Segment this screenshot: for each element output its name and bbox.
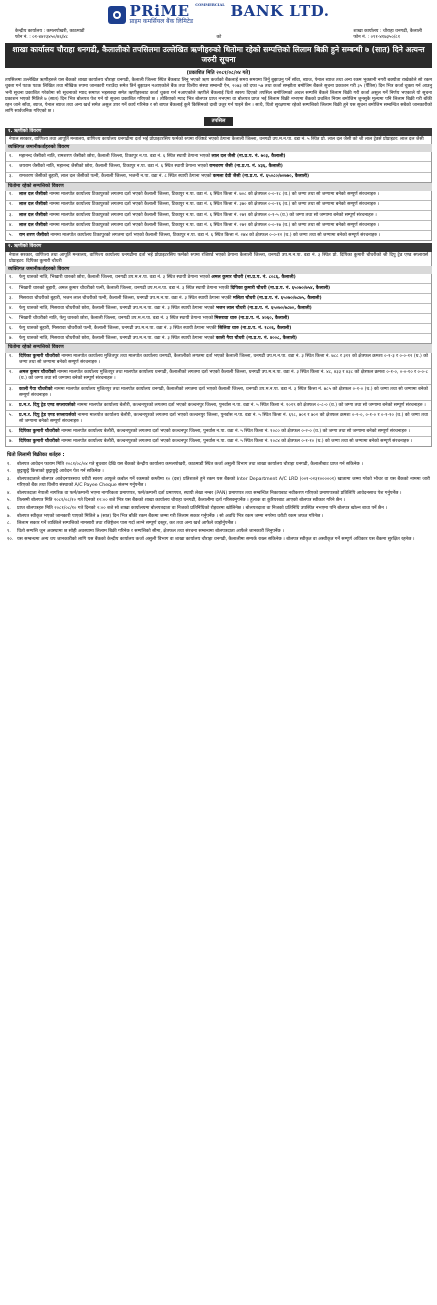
item-desc: फेगु थारुको नाति, मिसरावा चौधरीको छोरा, कैलाली जिल्ला, धनगढी उप.म.न.पा. वडा नं. ३ स्थित स्थायी ठेगाना भएको <box>19 305 216 311</box>
item-desc: नाममा मालपोत कार्यालय मुजितपुर तथा मालपोत कार्यालय धनगढी, कैलालीको लगतमा दर्ता भएको कैलाली जिल्ला, धनगढी उप.म.न.पा. वडा नं. ३ स्थित कित्ता नं. ७८८ र ३११ को क्षेत्रफल क्रमशः ०-१-३ र ०-०-१२ (ध.) को जग्गा तथा सो जग्गामा बनेको सम्पूर्ण संरचनाहरु । <box>19 354 428 366</box>
owner-name: राम शरण जैसीको <box>19 232 51 238</box>
item-text <box>19 174 428 180</box>
item-desc: फेगु थारुको नाति, मिसरावा चौधरीको छोरा, कैलाली जिल्ला, धनगढी उप.म.न.पा. वडा नं. ३ स्थित स्थायी ठेगाना भएको <box>19 335 216 341</box>
guarantor-heading: व्यक्तिगत जमानीकर्ताहरुको विवरण <box>5 144 432 152</box>
item-text <box>19 192 428 198</box>
item-number: ६. <box>9 325 13 331</box>
item-text <box>19 336 428 342</box>
collateral-item <box>6 191 431 201</box>
item-number: २. <box>9 202 13 208</box>
guarantor-list <box>5 274 432 344</box>
item-desc: नाममा मालपोत कार्यालय टिकापुरको लगतमा दर्ता भएको कैलाली जिल्ला, टिकापुर न.पा. वडा नं. ६ स्थित कित्ता नं. २७४ को क्षेत्रफल ०-०-१२ (ध.) को जग्गा तथा सो जग्गामा बनेको सम्पूर्ण संरचनाहरु । <box>50 232 381 238</box>
item-number: २. <box>9 370 13 376</box>
collateral-item <box>6 231 431 240</box>
address-connector: को <box>216 35 222 41</box>
term-text: प्राप्त बोलपत्रहरु मिति २०८१/०८/१० गते दिनको २:०० बजे सो शाखा कार्यालयमा बोलपत्रदाता वा निजको प्रतिनिधिको रोहवरमा खोलिनेछ । बोलपत्रदाता वा निजको प्रतिनिधि उपस्थित नभएमा पनि बोलपत्र खोल्न बाधा पर्ने छैन । <box>17 505 388 511</box>
term-number: ८. <box>7 521 11 527</box>
term-number: ७. <box>7 513 11 519</box>
office-addresses <box>15 29 422 41</box>
guarantor-item <box>6 152 431 162</box>
terms-list <box>5 462 432 543</box>
item-text <box>19 223 428 229</box>
guarantor-item <box>6 274 431 284</box>
bank-header <box>5 3 432 27</box>
item-text <box>19 286 428 292</box>
guarantor-item <box>6 334 431 343</box>
item-number: १. <box>9 153 13 159</box>
item-text <box>19 233 428 239</box>
guarantor-name: कमला देवी जैसी (ना.प्र.प. नं. ६५०८०/७०७७०, कैलाली) <box>212 174 310 179</box>
item-desc: नाममा मालपोत कार्यालय टिकापुरको लगतमा दर्ता भएको कैलाली जिल्ला, टिकापुर न.पा. वडा नं. ६ स्थित कित्ता नं. २७१ को क्षेत्रफल ०-१-५ (ध.) को जग्गा तथा सो जग्गामा बनेको सम्पूर्ण संरचनाहरु । <box>49 212 377 218</box>
term-item <box>7 477 430 489</box>
collateral-item <box>6 369 431 385</box>
item-text <box>19 164 428 170</box>
term-item <box>7 469 430 475</box>
collateral-list <box>5 191 432 241</box>
collateral-heading: धितोमा रहेको सम्पत्तिको विवरण <box>5 344 432 352</box>
item-desc: फेगु थारुको नाति, भिखारी थारुको छोरा, कैलाली जिल्ला, धनगढी उप.म.न.पा. वडा नं. ३ स्थित स्थायी ठेगाना भएको <box>19 275 212 281</box>
item-text <box>19 387 428 399</box>
item-number: ३. <box>9 295 13 301</box>
collateral-item <box>6 201 431 211</box>
bank-logo-text <box>130 4 330 26</box>
item-number: ५. <box>9 315 13 321</box>
item-number: ६. <box>9 428 13 434</box>
guarantor-item <box>6 304 431 314</box>
collateral-item <box>6 401 431 411</box>
item-number: ३. <box>9 212 13 218</box>
item-desc: फेगु थारुको बुहारी, मिसरावा चौधरीको पत्नी, कैलाली जिल्ला, धनगढी उप.म.न.पा. वडा नं. ३ स्थित स्थायी ठेगाना भएकी <box>19 325 218 331</box>
item-number: ४. <box>9 222 13 228</box>
owner-name: लाल दल जैसीको <box>19 192 50 198</box>
term-item <box>7 491 430 497</box>
term-item <box>7 537 430 543</box>
borrower-details: नेपाल सरकार, वाणिज्य तथा आपूर्ति मन्त्रालय, वाणिज्य कार्यालय धनगढीमा दर्ता भई प्रोप्राइटरसिप फर्मको रुपमा रजिष्टर्ड भएको ठेगाना कैलाली जिल्ला, धनगढी उप.म.न.पा. वडा नं. ३ स्थित प्रो. दिपिका कुमारी चौधरीको श्री दिपु ट्रेड एण्ड सप्लायर्स प्रोप्राइटर: दिपिका कुमारी चौधरी <box>5 252 432 266</box>
owner-name: दिपिका कुमारी चौधरीको <box>19 428 62 434</box>
item-number: ५. <box>9 412 13 418</box>
item-text <box>19 275 428 281</box>
guarantor-name: मलिता चौधरी (ना.प्र.प. नं. ६५०७०/७८७५, कैलाली) <box>232 295 322 301</box>
item-number: ५. <box>9 232 13 238</box>
term-item <box>7 462 430 468</box>
term-number: ३. <box>7 476 11 482</box>
item-desc: महानन्द जैसीको नाति, रामशरण जैसीको छोरा, कैलाली जिल्ला, टिकापुर न.पा. वडा नं. ६ स्थित स्थायी ठेगाना भएको <box>19 153 212 159</box>
collateral-item <box>6 437 431 446</box>
notice-intro: तपसिलमा उल्लेखित ऋणीहरुले यस बैंकको शाखा कार्यालय चौराहा धनगढी, कैलाली जिल्ला स्थित बैंकबाट लिनु भएको ऋण कर्जाको बैंकलाई समय समयमा तिर्नु बुझाउनु पर्ने साँवा, ब्याज, पेनाल ब्याज तथा अन्य रकम भुक्तानी नगरी बक्यौता राखेकोले सो रकम चुक्ता गर्न पटक पटक लिखित तथा मौखिक रुपमा जानकारी गराउँदा समेत तिर्न बुझाउन नआएकोले बैंक तथा वित्तीय संस्था सम्बन्धी ऐन, २०७३ को दफा ५७ तथा कर्जा सम्झौता बमोजिम बैंकले सूचना प्रकाशन गरी ३५ (पैँतिस) दिन भित्र कर्जा चुक्ता गर्न आउनु भनी सूचना प्रकाशित गरेकोमा सो सूचनाको म्याद समाप्त भइसक्दा समेत ऋणीहरुबाट कर्जा चुक्ता गर्न नआएकोले ऋणीले बैंकलाई धितो स्वरुप दिएको तपसिल बमोजिमको अचल सम्पत्ति बैंकले लिलाम बिक्री गरी कर्जा असुल गर्ने निर्णय भएकाले यो सूचना प्रकाशन भएको मितिले ७ (सात) दिन भित्र बोलपत्र पेश गर्न यो सूचना प्रकाशित गरिएको छ । तोकिएको म्याद भित्र बोलपत्र प्राप्त नभएमा वा बोलपत्र प्राप्त भई लिलाम बिक्री नभएमा बैंकको प्रचलित नियम बमोजिम जुनसुकै मूल्यमा पनि लिलाम बिक्री गरी बाँकी रहन जाने साँवा, ब्याज, पेनाल ब्याज तथा अन्य खर्च समेत असुल उपर गर्ने कार्य गरिनेछ र सो बापत बैंकलाई कुनै किसिमको दाबी उजुर गर्न पाइने छैन । साथै, धितो सुरक्षणमा रहेको सम्पत्तिको लिलाम बिक्री हुने यस सूचना बमोजिम सम्बन्धित सबैको जानकारीको लागि सार्वजनिक गरिएको छ । <box>5 78 432 114</box>
item-text <box>19 202 428 208</box>
guarantor-name: रामशरण जैसी (ना.प्र.प. नं. ४३६, कैलाली) <box>209 163 283 169</box>
item-desc: नाममा मालपोत कार्यालय मुजितपुर तथा मालपोत कार्यालय धनगढी, कैलालीको लगतमा दर्ता भएको कैलाली जिल्ला, धनगढी उप.म.न.पा. वडा नं. ३ स्थित कित्ता नं. ४८, ४३३ र ४३८ को क्षेत्रफल क्रमशः ०-१-०, ०-०-१० र ०-०-८ (ध.) को जग्गा तथा सो जग्गामा बनेको सम्पूर्ण संरचनाहरु । <box>19 370 428 382</box>
term-text: यस सम्बन्धमा अन्य थप जानकारीको लागि यस बैंकको केन्द्रीय कार्यालय कर्जा असुली विभाग वा शाखा कार्यालय चौराहा धनगढी, कैलालीमा सम्पर्क राख्न सकिनेछ । बोलपत्र स्वीकृत वा अस्वीकृत गर्ने सम्पूर्ण अधिकार यस बैंकमा सुरक्षित रहनेछ । <box>17 536 415 542</box>
term-text: धितो सम्पत्ति जुन अवस्थामा छ सोही अवस्थामा लिलाम बिक्री गरिनेछ र सम्पत्तिको सीमा, क्षेत्रफल तथा संरचना सम्बन्धमा बोलपत्रदाता आफैले जानकारी लिनुपर्नेछ । <box>17 528 284 534</box>
item-number: ३. <box>9 386 13 392</box>
collateral-item <box>6 385 431 401</box>
tapsil-label: तपसिल <box>5 117 432 126</box>
term-item <box>7 514 430 520</box>
item-desc: नाममा मालपोत कार्यालय बेलौरी, कञ्चनपुरको लगतमा दर्ता भएको कञ्चनपुर जिल्ला, पुनर्वास न.पा. वडा नं. ५ स्थित कित्ता नं. १०८४ को क्षेत्रफल ०-१-१० (ध.) को जग्गा तथा सो जग्गामा बनेको सम्पूर्ण संरचनाहरु । <box>61 438 413 444</box>
item-number: ४. <box>9 305 13 311</box>
owner-name: लाल दल जैसीको <box>19 202 50 208</box>
item-number: १. <box>9 275 13 281</box>
collateral-list <box>5 353 432 448</box>
item-desc: नाममा मालपोत कार्यालय टिकापुरको लगतमा दर्ता भएको कैलाली जिल्ला, टिकापुर न.पा. वडा नं. ६ स्थित कित्ता नं. ३७० को क्षेत्रफल ०-०-१६ (ध.) को जग्गा तथा सो जग्गामा बनेको सम्पूर्ण संरचनाहरु । <box>49 202 380 208</box>
item-desc: नाममा मालपोत कार्यालय टिकापुरको लगतमा दर्ता भएको कैलाली जिल्ला, टिकापुर न.पा. वडा नं. ६ स्थित कित्ता नं. ७०८ को क्षेत्रफल ०-०-१८ (ध.) को जग्गा तथा सो जग्गामा बनेको सम्पूर्ण संरचनाहरु । <box>49 192 380 198</box>
term-item <box>7 506 430 512</box>
owner-name: दिपिका कुमारी चौधरीको <box>19 438 62 444</box>
term-number: ४. <box>7 490 11 496</box>
guarantor-item <box>6 162 431 172</box>
item-text <box>19 213 428 219</box>
guarantor-name: लाल दल जैसी (ना.प्र.प. नं. ७०३, कैलाली) <box>211 153 286 159</box>
borrower-sections <box>5 128 432 448</box>
collateral-item <box>6 353 431 369</box>
term-item <box>7 529 430 535</box>
item-text <box>19 429 428 435</box>
guarantor-item <box>6 284 431 294</box>
term-text: तिलस्मी बोलपत्र मिति २०८१/०८/१० गते दिनको १२:०० बजे भित्र यस बैंकको शाखा कार्यालय चौराहा धनगढी, कैलालीमा दर्ता गरिसक्नुपर्नेछ । हुलाक वा कुरियरबाट आएको बोलपत्र स्वीकार गरिने छैन । <box>17 498 345 504</box>
term-text: बोलपत्र स्वीकृत भएको जानकारी पाएको मितिले ७ (सात) दिन भित्र बाँकी रकम बैंकमा जम्मा गरी लिलाम सकार गर्नुपर्नेछ । सो अवधि भित्र रकम जम्मा नगरेमा धरौटी रकम जफत गरिनेछ । <box>17 513 324 519</box>
guarantor-heading: व्यक्तिगत जमानीकर्ताहरुको विवरण <box>5 266 432 274</box>
term-number: १. <box>7 461 11 467</box>
item-text <box>19 154 428 160</box>
item-text <box>19 370 428 382</box>
item-desc: नाममा मालपोत कार्यालय बेलौरी, कञ्चनपुरको लगतमा दर्ता भएको कञ्चनपुर जिल्ला, पुनर्वास न.पा. वडा नं. ५ स्थित कित्ता नं. १०८० को क्षेत्रफल ०-२-० (ध.) को जग्गा तथा सो जग्गामा बनेको सम्पूर्ण संरचनाहरु । <box>61 428 410 434</box>
item-desc: नाममा मालपोत कार्यालय बेलौरी, कञ्चनपुरको लगतमा दर्ता भएको कञ्चनपुर जिल्ला, पुनर्वास न.पा. वडा नं. ५ स्थित कित्ता नं. ६९८, ७०१ र ७०२ को क्षेत्रफल क्रमशः ०-२-०, ०-१-० र ०-१-१० (ध.) को जग्गा तथा सो जग्गामा बनेको सम्पूर्ण संरचनाहरु । <box>19 412 428 424</box>
item-text <box>19 354 428 366</box>
item-number: १. <box>9 354 13 360</box>
terms-heading: धितो लिलामी बिक्रीका शर्तहरु : <box>7 452 65 459</box>
guarantor-item <box>6 173 431 182</box>
owner-name: काली गैया चौधरीको <box>19 386 55 392</box>
guarantor-name: काली गैया चौधरी (ना.प्र.प. नं. ४००८, कैलाली) <box>215 335 298 341</box>
item-text <box>19 306 428 312</box>
guarantor-list <box>5 152 432 182</box>
term-number: ५. <box>7 498 11 504</box>
term-text: बोलपत्रदाताले बोलपत्र आवेदनपत्रसाथ धरौटी स्वरुप आफूले कबोल गर्ने रकमको कम्तीमा १० (दश) प्रतिशतले हुने रकम यस बैंकको Inter Department A/C LRD (००१-०२३१०००००१) खातामा जम्मा गरेको भौचर वा यस बैंकको नाममा जारी गरिएको बैंक तथा वित्तीय संस्थाको A/C Payee Cheque संलग्न गर्नुपर्नेछ । <box>17 476 430 488</box>
guarantor-name: भजन लाल चौधरी (ना.प्र.प. नं. ६५०७०/७८७०, कैलाली) <box>215 305 312 311</box>
branch-office-address: शाखा कार्यालय : चौराहा धनगढी, कैलाली फोन नं. : ०९१-४१७३५०/८१ <box>353 29 422 41</box>
item-desc: मिसरावा चौधरीको बुहारी, भजन लाल चौधरीको पत्नी, कैलाली जिल्ला, धनगढी उप.म.न.पा. वडा नं. ३ स्थित स्थायी ठेगाना भएकी <box>19 295 233 301</box>
item-number: ७. <box>9 335 13 341</box>
item-number: १. <box>9 192 13 198</box>
guarantor-item <box>6 324 431 334</box>
item-desc: जयराम जैसीको नाति, महानन्द जैसीको छोरा, कैलाली जिल्ला, टिकापुर न.पा. वडा नं. ६ स्थित स्थायी ठेगाना भएको <box>19 163 210 169</box>
item-desc: नाममा मालपोत कार्यालय बेलौरी, कञ्चनपुरको लगतमा दर्ता भएको कञ्चनपुर जिल्ला, पुनर्वास न.पा. वडा नं. ५ स्थित कित्ता नं. १०१९ को क्षेत्रफल ०-८-० (ध.) को जग्गा तथा सो जग्गामा बनेको सम्पूर्ण संरचनाहरु । <box>77 402 426 408</box>
borrower-details: नेपाल सरकार, वाणिज्य तथा आपूर्ति मन्त्रालय, वाणिज्य कार्यालय धनगढीमा दर्ता भई प्रोप्राइटरसिप फर्मको रुपमा रजिष्टर्ड भएको ठेगाना कैलाली जिल्ला, धनगढी उप.म.न.पा. वडा नं. ५ स्थित प्रो. लाल दल जैसी को श्री लाल ट्रेडर्स प्रोप्राइटर: लाल दल जैसी <box>5 136 432 144</box>
guarantor-name: मिसरावा थारु (ना.प्र.प. नं. ४०६०, कैलाली) <box>214 315 290 321</box>
term-text: लिलाम सकार गर्ने व्यक्तिले सम्पत्तिको नामसारी तथा रजिष्ट्रेशन पास गर्दा लाग्ने सम्पूर्ण दस्तुर, कर तथा अन्य खर्च आफैले व्यहोर्नुपर्नेछ । <box>17 521 237 527</box>
item-text <box>19 296 428 302</box>
term-number: २. <box>7 469 11 475</box>
item-text <box>19 316 428 322</box>
item-number: २. <box>9 285 13 291</box>
item-desc: नाममा मालपोत कार्यालय टिकापुरको लगतमा दर्ता भएको कैलाली जिल्ला, टिकापुर न.पा. वडा नं. ६ स्थित कित्ता नं. २७२ को क्षेत्रफल ०-०-१७ (ध.) को जग्गा तथा सो जग्गामा बनेको सम्पूर्ण संरचनाहरु । <box>49 222 380 228</box>
item-desc: भिखारी थारुको बुहारी, अमल कुमार चौधरीको पत्नी, कैलाली जिल्ला, धनगढी उप.म.न.पा. वडा नं. ३ स्थित स्थायी ठेगाना भएकी <box>19 285 231 291</box>
owner-name: प्र.म.र. दिपु ट्रेड एण्ड सप्लायर्सको <box>19 402 78 408</box>
item-text <box>19 326 428 332</box>
guarantor-item <box>6 314 431 324</box>
item-desc: नाममा मालपोत कार्यालय मुजितपुर तथा मालपोत कार्यालय धनगढी, कैलालीको लगतमा दर्ता भएको कैलाली जिल्ला, धनगढी उप.म.न.पा. वडा नं. ३ स्थित कित्ता नं. ७८५ को क्षेत्रफल ०-१-० (ध.) को जग्गा तथा सो जग्गामा बनेको सम्पूर्ण संरचनाहरु । <box>19 386 428 398</box>
term-item <box>7 521 430 527</box>
bank-logo-icon <box>108 6 126 24</box>
guarantor-name: सिलिया थारु (ना.प्र.प. नं. १८०६, कैलाली) <box>217 325 292 331</box>
owner-name: प्र.म.र. दिपु ट्रेड एण्ड सप्लायर्सको <box>19 412 78 418</box>
collateral-item <box>6 221 431 231</box>
item-number: ४. <box>9 402 13 408</box>
term-text: बोलपत्रदाता नेपाली नागरिक वा फर्म/कम्पनी भएमा नागरिकता प्रमाणपत्र, फर्म/कम्पनी दर्ता प्रमाणपत्र, स्थायी लेखा नम्बर (PAN) प्रमाणपत्र तथा सम्बन्धित निकायबाट नवीकरण गरिएको प्रमाणपत्रको प्रतिलिपि आवेदनसाथ पेश गर्नुपर्नेछ । <box>17 490 402 496</box>
collateral-item <box>6 211 431 221</box>
item-number: २. <box>9 163 13 169</box>
owner-name: दिपिका कुमारी चौधरीको <box>19 354 62 360</box>
collateral-item <box>6 427 431 437</box>
guarantor-name: दिपिका कुमारी चौधरी (ना.प्र.प. नं. ६५०७०/७५४, कैलाली) <box>230 285 331 291</box>
term-text: बोलपत्र आवेदन फाराम मिति २०८१/०८/०४ गते बुधबार देखि यस बैंकको केन्द्रीय कार्यालय कमलपोखरी, काठमाडौं स्थित कर्जा असुली विभाग तथा शाखा कार्यालय चौराहा धनगढी, कैलालीबाट प्राप्त गर्न सकिनेछ । <box>17 461 363 467</box>
item-text <box>19 413 428 425</box>
owner-name: लाल दल जैसीको <box>19 212 50 218</box>
owner-name: अमल कुमार चौधरीको <box>19 370 58 376</box>
term-number: १०. <box>7 536 14 542</box>
guarantor-name: अमल कुमार चौधरी (ना.प्र.प. नं. ८०८६, कैलाली) <box>211 275 296 281</box>
item-number: ७. <box>9 438 13 444</box>
term-item <box>7 498 430 504</box>
term-number: ६. <box>7 505 11 511</box>
borrower-heading: १. ऋणीको विवरण <box>5 128 432 136</box>
bank-name-nepali: प्राइम कमर्सियल बैंक लिमिटेड <box>129 18 194 26</box>
publish-date: (प्रकाशित मिति २०८१/०८/०४ गते) <box>186 69 251 76</box>
central-office-address: केन्द्रीय कार्यालय : कमलपोखरी, काठमाडौं फोन नं. : ०१-४४२३४५०/४६/४८ <box>15 29 85 41</box>
item-text <box>19 403 428 409</box>
borrower-heading: २. ऋणीको विवरण <box>5 243 432 251</box>
term-text: छुट्टाछुट्टै कित्ताको छुट्टाछुट्टै आवेदन पेश गर्न सकिनेछ । <box>17 469 104 475</box>
owner-name: लाल दल जैसीको <box>19 222 50 228</box>
item-desc: रामशरण जैसीको बुहारी, लाल दल जैसीको पत्नी, कैलाली जिल्ला, भजनी न.पा. वडा नं. ८ स्थित स्थायी ठेगाना भएको <box>19 174 213 179</box>
collateral-item <box>6 411 431 427</box>
item-text <box>19 439 428 445</box>
guarantor-item <box>6 294 431 304</box>
item-desc: भिखारी चौधरीको नाति, फेगु थारुको छोरा, कैलाली जिल्ला, धनगढी उप.म.न.पा. वडा नं. ३ स्थित स्थायी ठेगाना भएको <box>19 315 215 321</box>
item-number: ३. <box>9 174 13 179</box>
collateral-heading: धितोमा रहेको सम्पत्तिको विवरण <box>5 183 432 191</box>
notice-title: शाखा कार्यालय चौराहा धनगढी, कैलालीको तपसिलमा उल्लेखित ऋणीहरुको धितोमा रहेको सम्पत्तिको लिलाम बिक्री हुने सम्बन्धी ७ (सात) दिने अत्यन्त जरुरी सूचना <box>5 43 432 68</box>
bank-name: PRiME $^{COMMERCIAL}$ BANK LTD. <box>129 2 330 21</box>
term-number: ९. <box>7 528 11 534</box>
